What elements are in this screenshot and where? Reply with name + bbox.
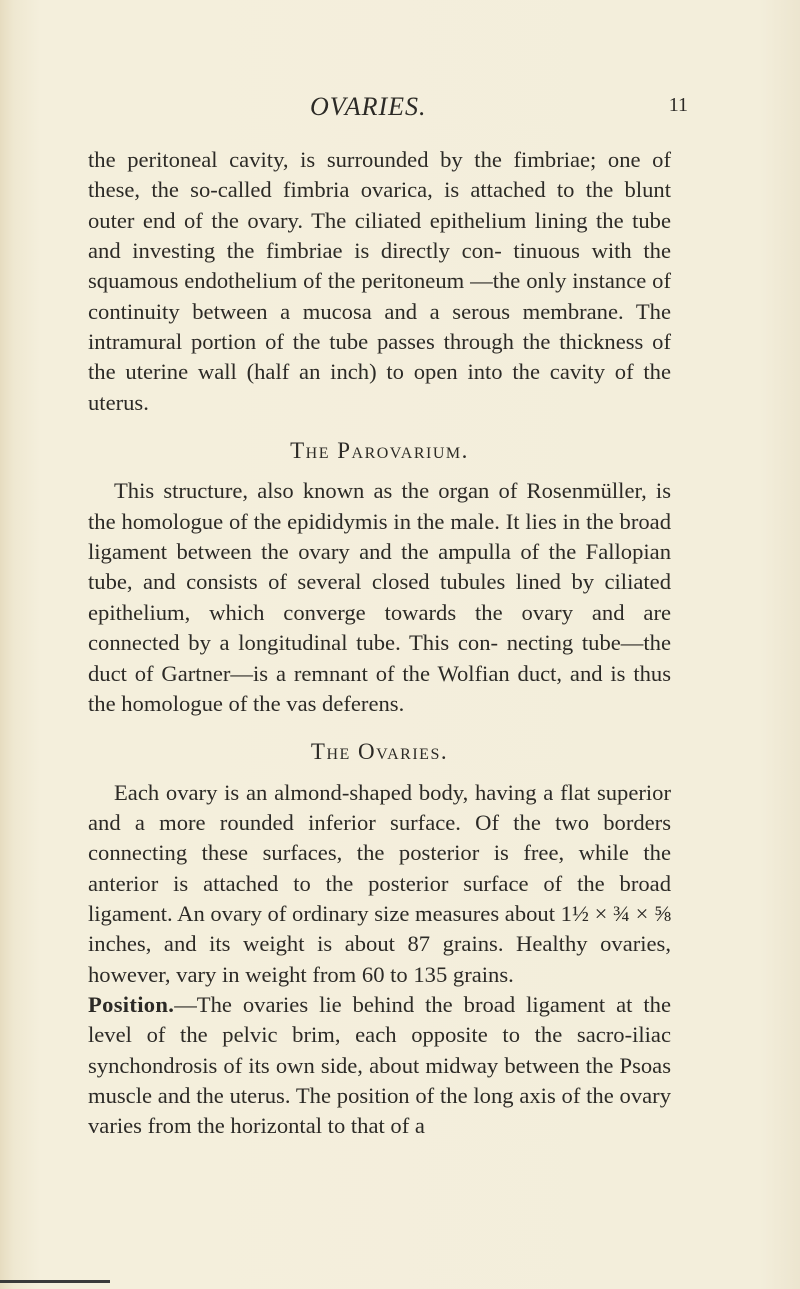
heading-ovaries: The Ovaries.	[310, 739, 449, 765]
position-text: —The ovaries lie behind the broad ligament at the level of the pelvic brim, each opposite to the sacro-iliac synchondrosis of its own side, about midway between the Psoas muscle and the uterus. The position of the long axis of the ovary varies from the horizontal to that of a	[88, 991, 671, 1139]
heading-parovarium: The Parovarium.	[290, 438, 469, 464]
bottom-rule	[0, 1280, 110, 1283]
paragraph-parovarium: This structure, also known as the organ of Rosenmüller, is the homologue of the epididymis in the male. It lies in the broad ligament between the ovary and the ampulla of the Fallopian tube, and consists of several closed tubules lined by ciliated epithelium, which converge towards the ovary and are connected by a longitudinal tube. This con- necting tube—the duct of Gartner—is a remnant of the Wolfian duct, and is thus the homologue of the vas deferens.	[88, 478, 671, 716]
position-label: Position.	[88, 991, 175, 1017]
running-title: OVARIES.	[310, 92, 427, 121]
page-number: 11	[668, 94, 688, 116]
paragraph-position	[88, 990, 671, 1142]
body-text	[88, 145, 671, 1142]
running-head	[88, 92, 688, 126]
paragraph-fimbriae: the peritoneal cavity, is surrounded by the fimbriae; one of these, the so-called fimbria ovarica, is attached to the blunt outer end of the ovary. The ciliated epithelium lining the tube and investing the fimbriae is directly con- tinuous with the squamous endothelium of the peritoneum —the only instance of continuity between a mucosa and a serous membrane. The intramural portion of the tube passes through the thickness of the uterine wall (half an inch) to open into the cavity of the uterus.	[88, 147, 671, 415]
paragraph-ovaries: Each ovary is an almond-shaped body, having a flat superior and a more rounded inferior surface. Of the two borders connecting these surfaces, the posterior is free, while the anterior is attached to the posterior surface of the broad ligament. An ovary of ordinary size measures about 1½ × ¾ × ⅝ inches, and its weight is about 87 grains. Healthy ovaries, however, vary in weight from 60 to 135 grains.	[88, 779, 671, 987]
